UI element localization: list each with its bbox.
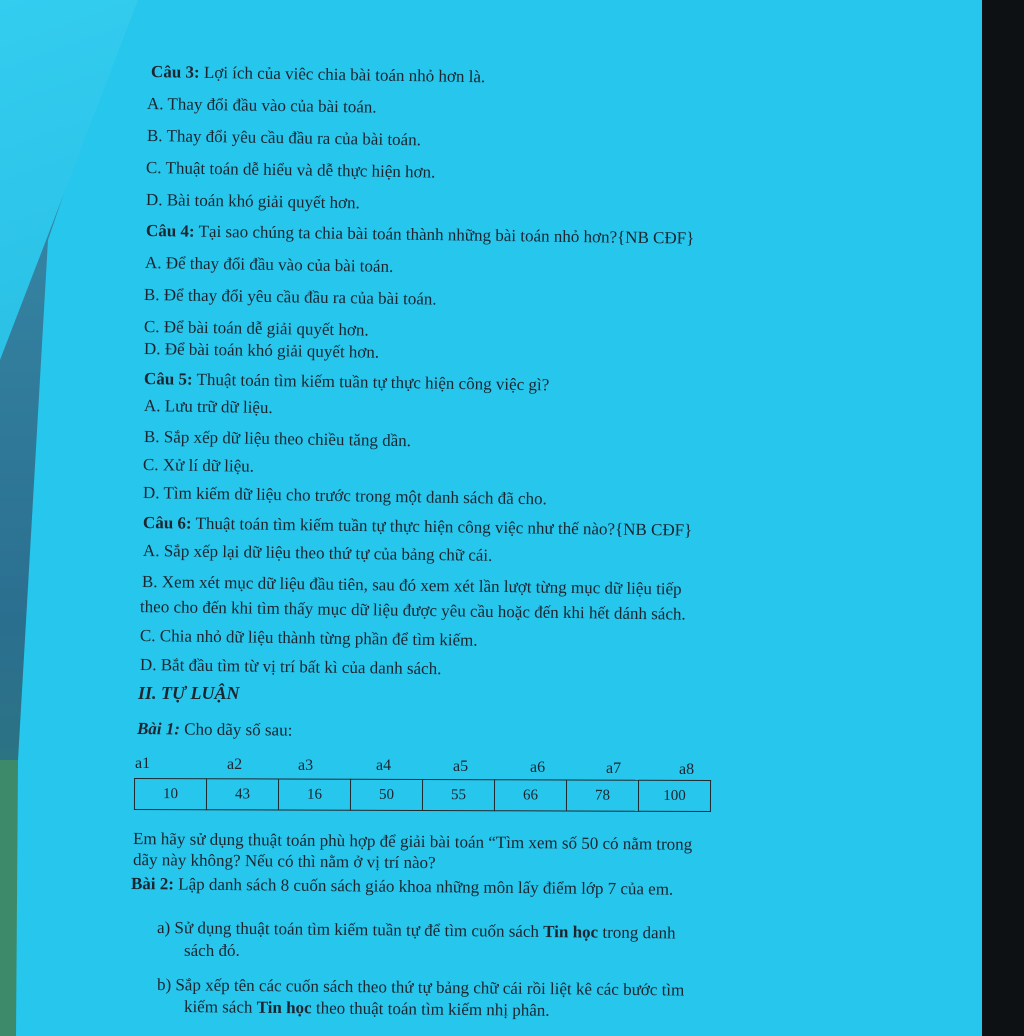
dark-edge (980, 0, 1024, 1036)
question-6-option-a: A. Sắp xếp lại dữ liệu theo thứ tự của bảng chữ cái. (142, 541, 493, 565)
seq-header-3: a3 (298, 757, 314, 774)
question-5-option-a: A. Lưu trữ dữ liệu. (143, 396, 273, 418)
seq-value-5: 55 (422, 780, 494, 811)
seq-header-2: a2 (227, 756, 243, 773)
question-4-text: Tại sao chúng ta chia bài toán thành những bài toán nhỏ hơn?{NB CĐF} (194, 221, 695, 248)
exercise-2-part-a-line2: sách đó. (184, 941, 240, 960)
seq-header-1: a1 (135, 755, 151, 772)
seq-value-4: 50 (350, 779, 422, 810)
seq-value-2: 43 (206, 779, 278, 810)
exercise-1 (137, 719, 293, 741)
exercise-1-question-line2: dãy này không? Nếu có thì nằm ở vị trí nào? (132, 850, 436, 873)
exercise-2-text: Lập danh sách 8 cuốn sách giáo khoa những môn lấy điểm lớp 7 của em. (173, 874, 674, 899)
question-3-option-c: C. Thuật toán dễ hiểu và dễ thực hiện hơn. (145, 158, 436, 182)
seq-value-6: 66 (494, 780, 566, 811)
part-b-bold: Tin học (256, 997, 312, 1018)
question-6-label: Câu 6: (142, 513, 192, 533)
part-a-text-post: trong danh (598, 922, 676, 943)
exercise-1-question-line1: Em hãy sử dụng thuật toán phù hợp để giải bài toán “Tìm xem số 50 có nằm trong (132, 829, 693, 854)
exercise-2-label: Bài 2: (130, 874, 175, 894)
question-6-option-c: C. Chia nhỏ dữ liệu thành từng phần để tìm kiếm. (139, 626, 478, 650)
question-6-option-b-line2: theo cho đến khi tìm thấy mục dữ liệu được yêu cầu hoặc đến khi hết dánh sách. (139, 597, 686, 624)
question-4-option-d: D. Để bài toán khó giải quyết hơn. (143, 339, 380, 362)
sequence-table (134, 778, 711, 812)
question-3-label: Câu 3: (150, 62, 200, 82)
question-5-label: Câu 5: (143, 369, 193, 389)
seq-value-3: 16 (278, 779, 350, 810)
question-5-option-d: D. Tìm kiếm dữ liệu cho trước trong một danh sách đã cho. (142, 483, 547, 509)
seq-header-5: a5 (453, 758, 469, 775)
question-3-text: Lợi ích của viêc chia bài toán nhỏ hơn là. (199, 62, 486, 87)
question-6-option-d: D. Bắt đầu tìm từ vị trí bất kì của danh sách. (139, 655, 442, 679)
question-4-label: Câu 4: (145, 221, 195, 241)
part-b-text-post: theo thuật toán tìm kiếm nhị phân. (311, 998, 550, 1020)
question-6-option-b-line1: B. Xem xét mục dữ liệu đầu tiên, sau đó xem xét lần lượt từng mục dữ liệu tiếp (141, 572, 682, 599)
exercise-2-part-b-line1: b) Sắp xếp tên các cuốn sách theo thứ tự bảng chữ cái rồi liệt kê các bước tìm (156, 975, 685, 1000)
exercise-2-part-b-line2 (184, 997, 550, 1021)
part-a-text-pre: a) Sử dụng thuật toán tìm kiếm tuần tự để tìm cuốn sách (156, 918, 544, 942)
question-6-text: Thuật toán tìm kiếm tuần tự thực hiện công việc như thế nào?{NB CĐF} (191, 513, 693, 540)
question-3-option-a: A. Thay đổi đầu vào của bài toán. (146, 94, 377, 117)
question-5-option-c: C. Xử lí dữ liệu. (142, 455, 255, 476)
question-5-text: Thuật toán tìm kiếm tuần tự thực hiện công việc gì? (192, 369, 550, 395)
table-row (134, 778, 710, 811)
seq-header-7: a7 (606, 760, 622, 777)
seq-value-1: 10 (134, 778, 206, 809)
question-4-option-b: B. Để thay đổi yêu cầu đầu ra của bài toán. (143, 285, 437, 309)
question-4-option-a: A. Để thay đổi đầu vào của bài toán. (144, 253, 394, 276)
seq-value-7: 78 (566, 780, 638, 811)
seq-header-8: a8 (679, 761, 695, 778)
exercise-1-label: Bài 1: (136, 719, 181, 739)
seq-value-8: 100 (638, 780, 710, 811)
section-title: II. TỰ LUẬN (138, 683, 240, 703)
part-b-text-pre: kiếm sách (183, 997, 257, 1017)
question-3-option-b: B. Thay đổi yêu cầu đầu ra của bài toán. (146, 126, 422, 150)
part-a-bold: Tin học (543, 922, 599, 942)
seq-header-4: a4 (376, 757, 392, 774)
exercise-1-text: Cho dãy số sau: (179, 719, 293, 740)
seq-header-6: a6 (530, 759, 546, 776)
question-4-option-c: C. Để bài toán dễ giải quyết hơn. (143, 317, 369, 340)
question-5-option-b: B. Sắp xếp dữ liệu theo chiều tăng dần. (143, 427, 412, 451)
question-3-option-d: D. Bài toán khó giải quyết hơn. (145, 190, 361, 213)
